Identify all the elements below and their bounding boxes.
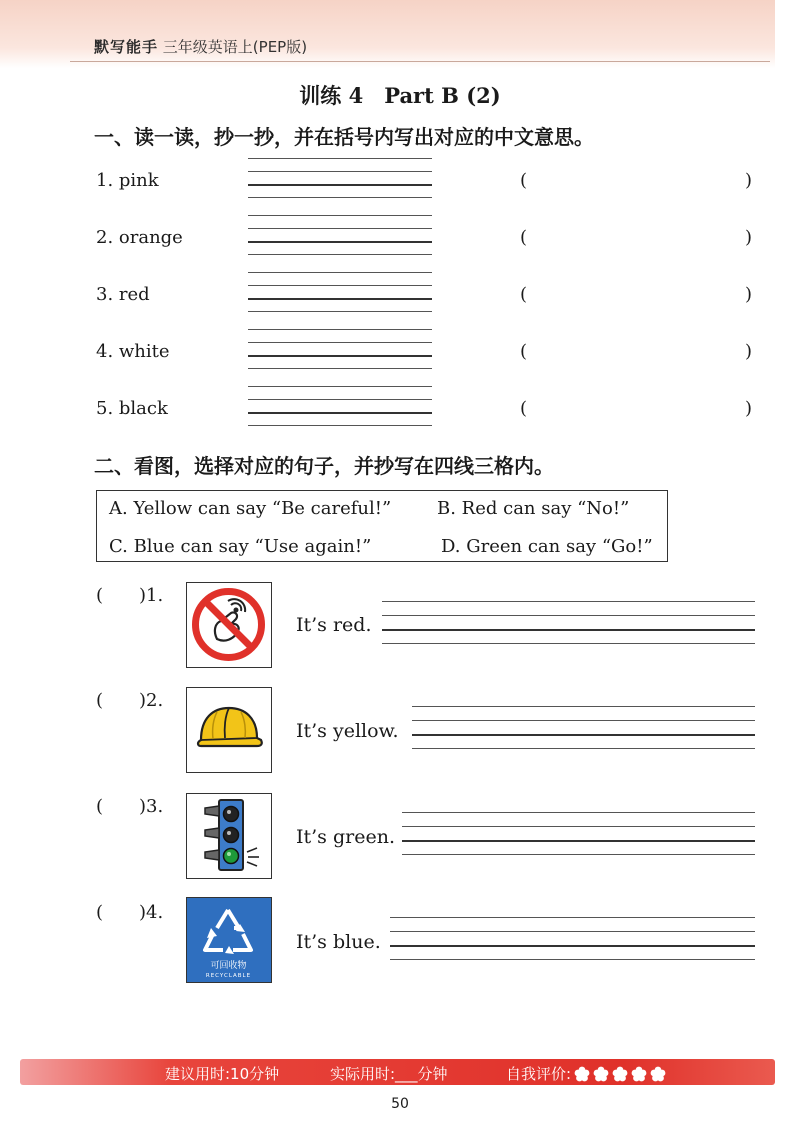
recycle-en-label: RECYCLABLE — [205, 973, 252, 979]
answer-bracket-4[interactable]: ( )4. — [96, 902, 164, 923]
answer-bracket-3[interactable]: ( )3. — [96, 796, 164, 817]
recycle-sign-icon — [187, 898, 270, 981]
option-b: B. Red can say “No!” — [437, 498, 630, 519]
meaning-paren-close-5: ) — [745, 398, 753, 419]
rating-flower-icon[interactable] — [593, 1066, 609, 1082]
picture-2 — [186, 687, 272, 773]
actual-time[interactable]: 实际用时:___分钟 — [330, 1065, 448, 1083]
no-touch-sign-icon — [187, 583, 270, 666]
sentence-3: It’s green. — [296, 826, 395, 848]
word-label-3: 3. red — [96, 284, 150, 305]
footer-bar — [20, 1059, 775, 1085]
writing-lines-4[interactable] — [248, 329, 432, 369]
meaning-paren-open-5[interactable]: ( — [520, 398, 528, 419]
meaning-paren-open-2[interactable]: ( — [520, 227, 528, 248]
picture-3 — [186, 793, 272, 879]
self-rating-label: 自我评价: — [506, 1065, 572, 1083]
picture-4 — [186, 897, 272, 983]
option-a: A. Yellow can say “Be careful!” — [109, 498, 392, 519]
sentence-4: It’s blue. — [296, 931, 381, 953]
suggested-time: 建议用时:10分钟 — [165, 1065, 280, 1083]
writing-lines-2[interactable] — [248, 215, 432, 255]
meaning-paren-close-2: ) — [745, 227, 753, 248]
recycle-cn-label: 可回收物 — [210, 961, 247, 971]
meaning-paren-open-1[interactable]: ( — [520, 170, 528, 191]
meaning-paren-close-3: ) — [745, 284, 753, 305]
answer-bracket-2[interactable]: ( )2. — [96, 690, 164, 711]
self-rating — [506, 1063, 666, 1084]
rating-flower-icon[interactable] — [574, 1066, 590, 1082]
page-title: 训练 4 Part B (2) — [299, 83, 501, 108]
rating-flower-icon[interactable] — [612, 1066, 628, 1082]
answer-bracket-1[interactable]: ( )1. — [96, 585, 164, 606]
word-label-4: 4. white — [96, 341, 170, 362]
sentence-writing-lines-3[interactable] — [402, 812, 755, 856]
book-brand: 默写能手 — [94, 38, 159, 56]
picture-1 — [186, 582, 272, 668]
rating-flower-icon[interactable] — [631, 1066, 647, 1082]
header-band — [0, 0, 775, 68]
section1-heading: 一、读一读，抄一抄，并在括号内写出对应的中文意思。 — [94, 125, 594, 149]
word-label-1: 1. pink — [96, 170, 159, 191]
word-label-5: 5. black — [96, 398, 168, 419]
writing-lines-5[interactable] — [248, 386, 432, 426]
rating-flower-icon[interactable] — [650, 1066, 666, 1082]
traffic-light-icon — [187, 794, 270, 877]
book-header — [94, 36, 307, 57]
option-c: C. Blue can say “Use again!” — [109, 536, 372, 557]
sentence-writing-lines-2[interactable] — [412, 706, 755, 750]
sentence-2: It’s yellow. — [296, 720, 399, 742]
meaning-paren-open-3[interactable]: ( — [520, 284, 528, 305]
option-d: D. Green can say “Go!” — [441, 536, 653, 557]
sentence-writing-lines-1[interactable] — [382, 601, 755, 645]
meaning-paren-close-1: ) — [745, 170, 753, 191]
header-divider — [70, 61, 770, 62]
options-box — [96, 490, 668, 562]
writing-lines-3[interactable] — [248, 272, 432, 312]
meaning-paren-close-4: ) — [745, 341, 753, 362]
sentence-1: It’s red. — [296, 614, 372, 636]
page-number: 50 — [391, 1096, 409, 1112]
book-subtitle: 三年级英语上(PEP版) — [162, 38, 308, 56]
word-label-2: 2. orange — [96, 227, 183, 248]
writing-lines-1[interactable] — [248, 158, 432, 198]
meaning-paren-open-4[interactable]: ( — [520, 341, 528, 362]
section2-heading: 二、看图，选择对应的句子，并抄写在四线三格内。 — [94, 454, 554, 478]
hard-hat-icon — [187, 688, 270, 771]
sentence-writing-lines-4[interactable] — [390, 917, 755, 961]
